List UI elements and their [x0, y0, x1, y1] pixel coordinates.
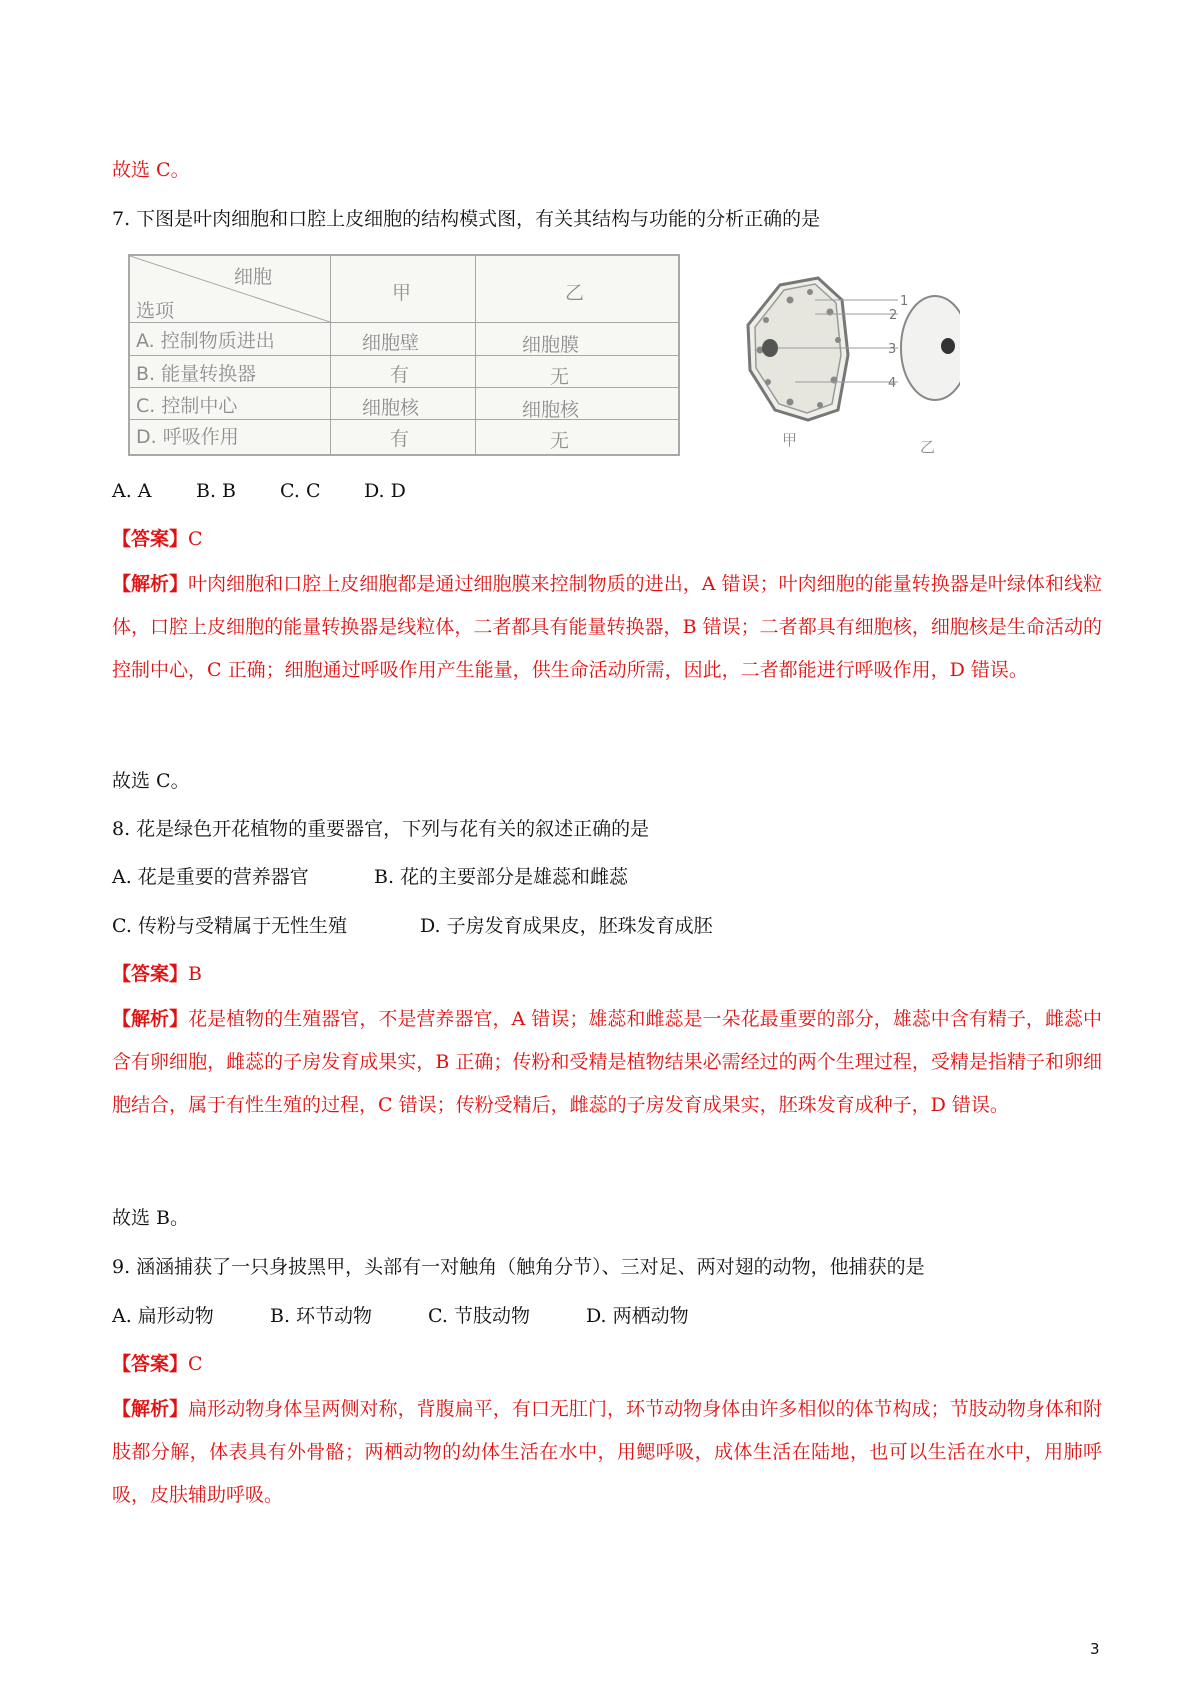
option-d: D. 两栖动物 — [586, 1305, 689, 1327]
q9-answer — [112, 1351, 203, 1377]
table-cell: 细胞壁 — [362, 332, 420, 354]
option-b: B. 环节动物 — [270, 1305, 373, 1327]
table-cell: 有 — [390, 428, 410, 450]
diagram-label-b: 乙 — [920, 438, 936, 456]
analysis-text: 叶肉细胞和口腔上皮细胞都是通过细胞膜来控制物质的进出，A 错误；叶肉细胞的能量转换器是叶绿体和线粒体，口腔上皮细胞的能量转换器是线粒体，二者都具有能量转换器，B 错误；二者都具有细胞核，细胞核是生命活动的控制中心，C 正确；细胞通过呼吸作用产生能量，供生命活动所需，因此，二者都能进行呼吸作用，D 错误。 — [112, 573, 1102, 681]
option-b: B. B — [196, 480, 237, 502]
answer-value: C — [188, 528, 203, 550]
option-c: C. C — [280, 480, 321, 502]
diagram-label-3: 3 — [888, 342, 897, 357]
page-number: 3 — [1090, 1640, 1100, 1658]
q9-analysis — [112, 1388, 1102, 1517]
table-cell: 无 — [550, 366, 570, 388]
option-a: A. A — [112, 480, 152, 502]
table-cell: 细胞膜 — [522, 334, 580, 356]
q7-options — [112, 478, 406, 504]
option-c: C. 传粉与受精属于无性生殖 — [112, 915, 347, 937]
q7-options-table — [128, 254, 680, 456]
analysis-text: 扁形动物身体呈两侧对称，背腹扁平，有口无肛门，环节动物身体由许多相似的体节构成；节肢动物身体和附肢都分解，体表具有外骨骼；两栖动物的幼体生活在水中，用鳃呼吸，成体生活在陆地，也可以生活在水中，用肺呼吸，皮肤辅助呼吸。 — [112, 1398, 1102, 1506]
diagram-label-1: 1 — [900, 294, 909, 309]
table-cell: 无 — [550, 430, 570, 452]
q8-options-row1 — [112, 864, 628, 890]
option-d: D. 子房发育成果皮，胚珠发育成胚 — [420, 915, 713, 937]
diagram-label-a: 甲 — [782, 431, 798, 449]
analysis-text: 花是植物的生殖器官，不是营养器官，A 错误；雄蕊和雌蕊是一朵花最重要的部分，雄蕊中含有精子，雌蕊中含有卵细胞，雌蕊的子房发育成果实，B 正确；传粉和受精是植物结果必需经过的两个生理过程，受精是指精子和卵细胞结合，属于有性生殖的过程，C 错误；传粉受精后，雌蕊的子房发育成果实，胚珠发育成种子，D 错误。 — [112, 1008, 1102, 1116]
table-cell: 细胞核 — [362, 397, 420, 419]
option-d: D. D — [364, 480, 406, 502]
q7-analysis — [112, 563, 1102, 692]
q7-answer — [112, 526, 203, 552]
q8-conclusion: 故选 B。 — [112, 1207, 190, 1229]
analysis-tag: 【解析】 — [112, 1008, 189, 1030]
q7-conclusion: 故选 C。 — [112, 770, 190, 792]
q9-options — [112, 1303, 689, 1329]
animal-cell-nucleus — [941, 338, 955, 354]
table-row-label: D. 呼吸作用 — [136, 426, 239, 448]
q8-options-row2 — [112, 913, 713, 939]
diagram-label-2: 2 — [889, 308, 898, 323]
table-cell: 细胞核 — [522, 399, 580, 421]
table-corner-top: 细胞 — [234, 266, 273, 288]
option-b: B. 花的主要部分是雄蕊和雌蕊 — [374, 866, 629, 888]
table-corner-bottom: 选项 — [136, 300, 175, 322]
option-a: A. 扁形动物 — [112, 1305, 214, 1327]
table-col-a: 甲 — [392, 282, 412, 304]
q8-answer — [112, 961, 202, 987]
diagram-label-4: 4 — [888, 376, 897, 391]
cell-diagram — [730, 270, 960, 460]
table-cell: 有 — [390, 364, 410, 386]
answer-tag: 【答案】 — [112, 963, 189, 985]
table-col-b: 乙 — [565, 282, 585, 304]
answer-value: C — [188, 1353, 203, 1375]
option-a: A. 花是重要的营养器官 — [112, 866, 309, 888]
answer-tag: 【答案】 — [112, 528, 189, 550]
table-row-label: A. 控制物质进出 — [136, 330, 275, 352]
table-row-label: C. 控制中心 — [136, 395, 238, 417]
answer-value: B — [188, 963, 202, 985]
option-c: C. 节肢动物 — [428, 1305, 530, 1327]
q8-stem: 8. 花是绿色开花植物的重要器官，下列与花有关的叙述正确的是 — [112, 818, 650, 840]
answer-tag: 【答案】 — [112, 1353, 189, 1375]
table-row-label: B. 能量转换器 — [136, 363, 257, 385]
analysis-tag: 【解析】 — [112, 573, 189, 595]
q7-stem: 7. 下图是叶肉细胞和口腔上皮细胞的结构模式图，有关其结构与功能的分析正确的是 — [112, 208, 821, 230]
q7-figure — [120, 250, 960, 460]
q9-stem: 9. 涵涵捕获了一只身披黑甲，头部有一对触角（触角分节）、三对足、两对翅的动物，他捕获的是 — [112, 1256, 925, 1278]
plant-cell-nucleus — [762, 339, 778, 357]
analysis-tag: 【解析】 — [112, 1398, 189, 1420]
q8-analysis — [112, 998, 1102, 1127]
prev-conclusion: 故选 C。 — [112, 159, 190, 181]
